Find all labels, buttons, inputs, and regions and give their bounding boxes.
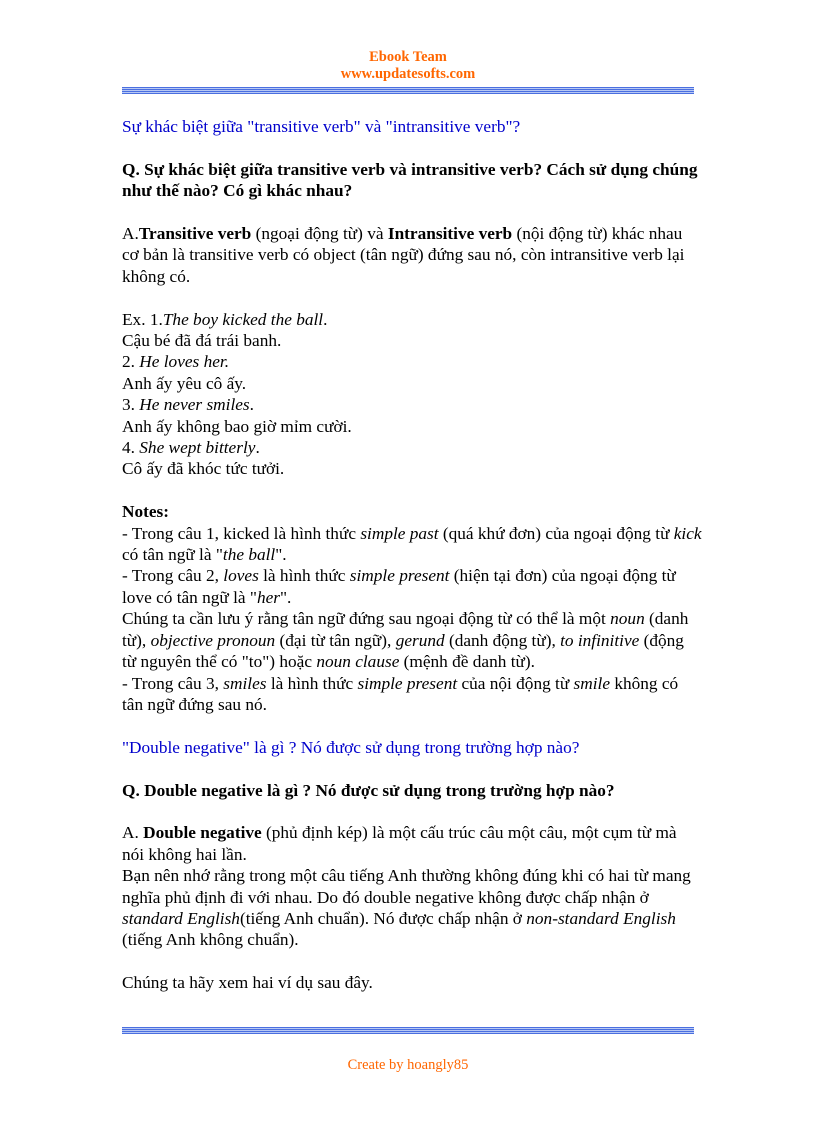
section2-paragraph: Bạn nên nhớ rằng trong một câu tiếng Anh thường không đúng khi có hai từ mang nghĩa phủ định đi với nhau. Do đó double negative không được chấp nhận ở standard English(tiếng Anh chuẩn). Nó được chấp nhận ở non-standard English (tiếng Anh không chuẩn). [122, 866, 691, 950]
example-3: 3. He never smiles. [122, 395, 254, 415]
header-rule [122, 87, 694, 94]
example-4-translation: Cô ấy đã khóc tức tưởi. [122, 459, 285, 479]
note-4: - Trong câu 3, smiles là hình thức simple present của nội động từ smile không có tân ngữ đứng sau nó. [122, 673, 679, 714]
section1-answer: A.Transitive verb (ngoại động từ) và Intransitive verb (nội động từ) khác nhau cơ bản là transitive verb có object (tân ngữ) đứng sau nó, còn intransitive verb lại không có. [122, 224, 685, 286]
header-url[interactable]: www.updatesofts.com [340, 66, 476, 82]
example-1: Ex. 1.The boy kicked the ball. [122, 309, 328, 329]
footer-rule [122, 1027, 694, 1034]
section2-closing: Chúng ta hãy xem hai ví dụ sau đây. [122, 973, 373, 993]
header-team: Ebook Team [369, 49, 447, 65]
document-body [122, 116, 702, 994]
page-header [0, 49, 816, 83]
example-2: 2. He loves her. [122, 352, 230, 372]
note-1: - Trong câu 1, kicked là hình thức simple past (quá khứ đơn) của ngoại động từ kick có tân ngữ là "the ball". [122, 523, 702, 565]
example-1-translation: Cậu bé đã đá trái banh. [122, 331, 282, 351]
notes-title: Notes: [122, 502, 170, 522]
example-2-translation: Anh ấy yêu cô ấy. [122, 373, 247, 393]
section1-link[interactable]: Sự khác biệt giữa "transitive verb" và "intransitive verb"? [122, 117, 521, 136]
example-3-translation: Anh ấy không bao giờ mỉm cười. [122, 416, 352, 436]
note-2: - Trong câu 2, loves là hình thức simple present (hiện tại đơn) của ngoại động từ love có tân ngữ là "her". [122, 566, 676, 607]
note-3: Chúng ta cần lưu ý rằng tân ngữ đứng sau ngoại động từ có thể là một noun (danh từ), objective pronoun (đại từ tân ngữ), gerund (danh động từ), to infinitive (động từ nguyên thể có "to") hoặc noun clause (mệnh đề danh từ). [122, 609, 689, 672]
section2-question: Q. Double negative là gì ? Nó được sử dụng trong trường hợp nào? [122, 780, 615, 800]
section1-question: Q. Sự khác biệt giữa transitive verb và intransitive verb? Cách sử dụng chúng như thế nào? Có gì khác nhau? [122, 159, 698, 201]
section2-answer: A. Double negative (phủ định kép) là một cấu trúc câu một câu, một cụm từ mà nói không hai lần. [122, 823, 677, 864]
page-footer: Create by hoangly85 [347, 1057, 469, 1073]
section2-link[interactable]: "Double negative" là gì ? Nó được sử dụng trong trường hợp nào? [122, 737, 580, 757]
example-4: 4. She wept bitterly. [122, 438, 260, 458]
